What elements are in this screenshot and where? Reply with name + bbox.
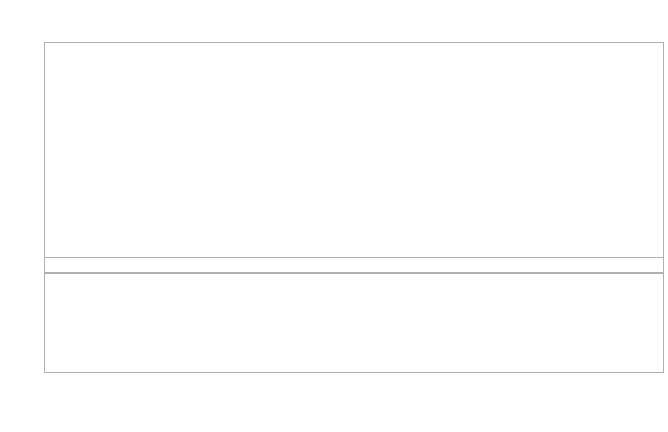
chart-area — [0, 26, 668, 376]
deficit-plot-panel — [44, 273, 664, 373]
x-axis-labels — [44, 259, 664, 273]
bars-plot-panel — [44, 42, 664, 258]
